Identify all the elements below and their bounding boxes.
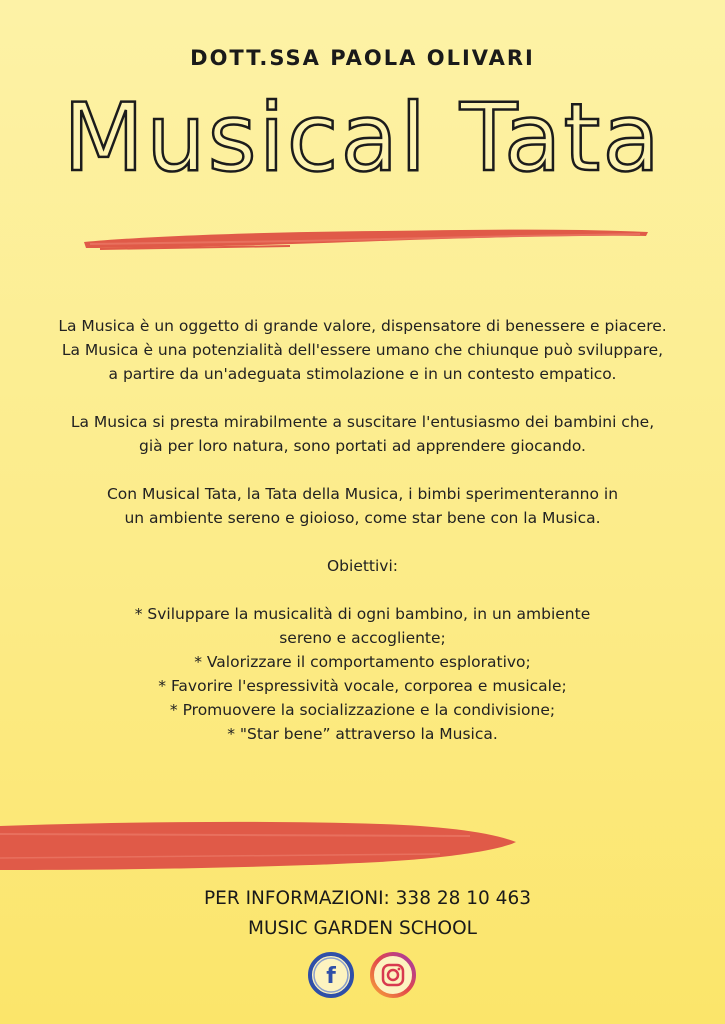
paragraph-1-line-1: La Musica è un oggetto di grande valore, dispensatore di benessere e piacere.	[58, 317, 667, 335]
paragraph-1-line-2: La Musica è una potenzialità dell'essere umano che chiunque può sviluppare,	[61, 341, 664, 359]
paragraph-3-line-1: Con Musical Tata, la Tata della Musica, i bimbi sperimenteranno in	[106, 485, 619, 503]
social-icons	[306, 950, 421, 1002]
contact-info	[0, 884, 725, 944]
top-brush-stroke	[0, 222, 725, 254]
paragraph-2-line-2: già per loro natura, sono portati ad apprendere giocando.	[139, 437, 586, 455]
info-line: PER INFORMAZIONI: 338 28 10 463	[204, 888, 531, 909]
objective-4: * Promuovere la socializzazione e la condivisione;	[169, 701, 556, 719]
objective-1: * Sviluppare la musicalità di ogni bambino, in un ambiente	[134, 605, 591, 623]
instagram-icon[interactable]	[368, 950, 418, 1000]
author-name: DOTT.SSA PAOLA OLIVARI	[190, 46, 535, 70]
bottom-brush-stroke	[0, 814, 725, 874]
objective-2: * Valorizzare il comportamento esplorativo;	[194, 653, 531, 671]
paragraph-2-line-1: La Musica si presta mirabilmente a suscitare l'entusiasmo dei bambini che,	[70, 413, 655, 431]
paragraph-1-line-3: a partire da un'adeguata stimolazione e in un contesto empatico.	[108, 365, 617, 383]
objective-3: * Favorire l'espressività vocale, corporea e musicale;	[158, 677, 567, 695]
body-text	[0, 314, 725, 746]
school-name: MUSIC GARDEN SCHOOL	[247, 918, 477, 939]
objectives-heading: Obiettivi:	[326, 557, 399, 575]
objective-1-cont: sereno e accogliente;	[279, 629, 446, 647]
objective-5: * "Star bene” attraverso la Musica.	[227, 725, 498, 743]
svg-text:f: f	[326, 964, 336, 989]
page-title: Musical Tata	[63, 84, 662, 193]
facebook-icon[interactable]	[306, 950, 356, 1000]
paragraph-3-line-2: un ambiente sereno e gioioso, come star bene con la Musica.	[124, 509, 601, 527]
